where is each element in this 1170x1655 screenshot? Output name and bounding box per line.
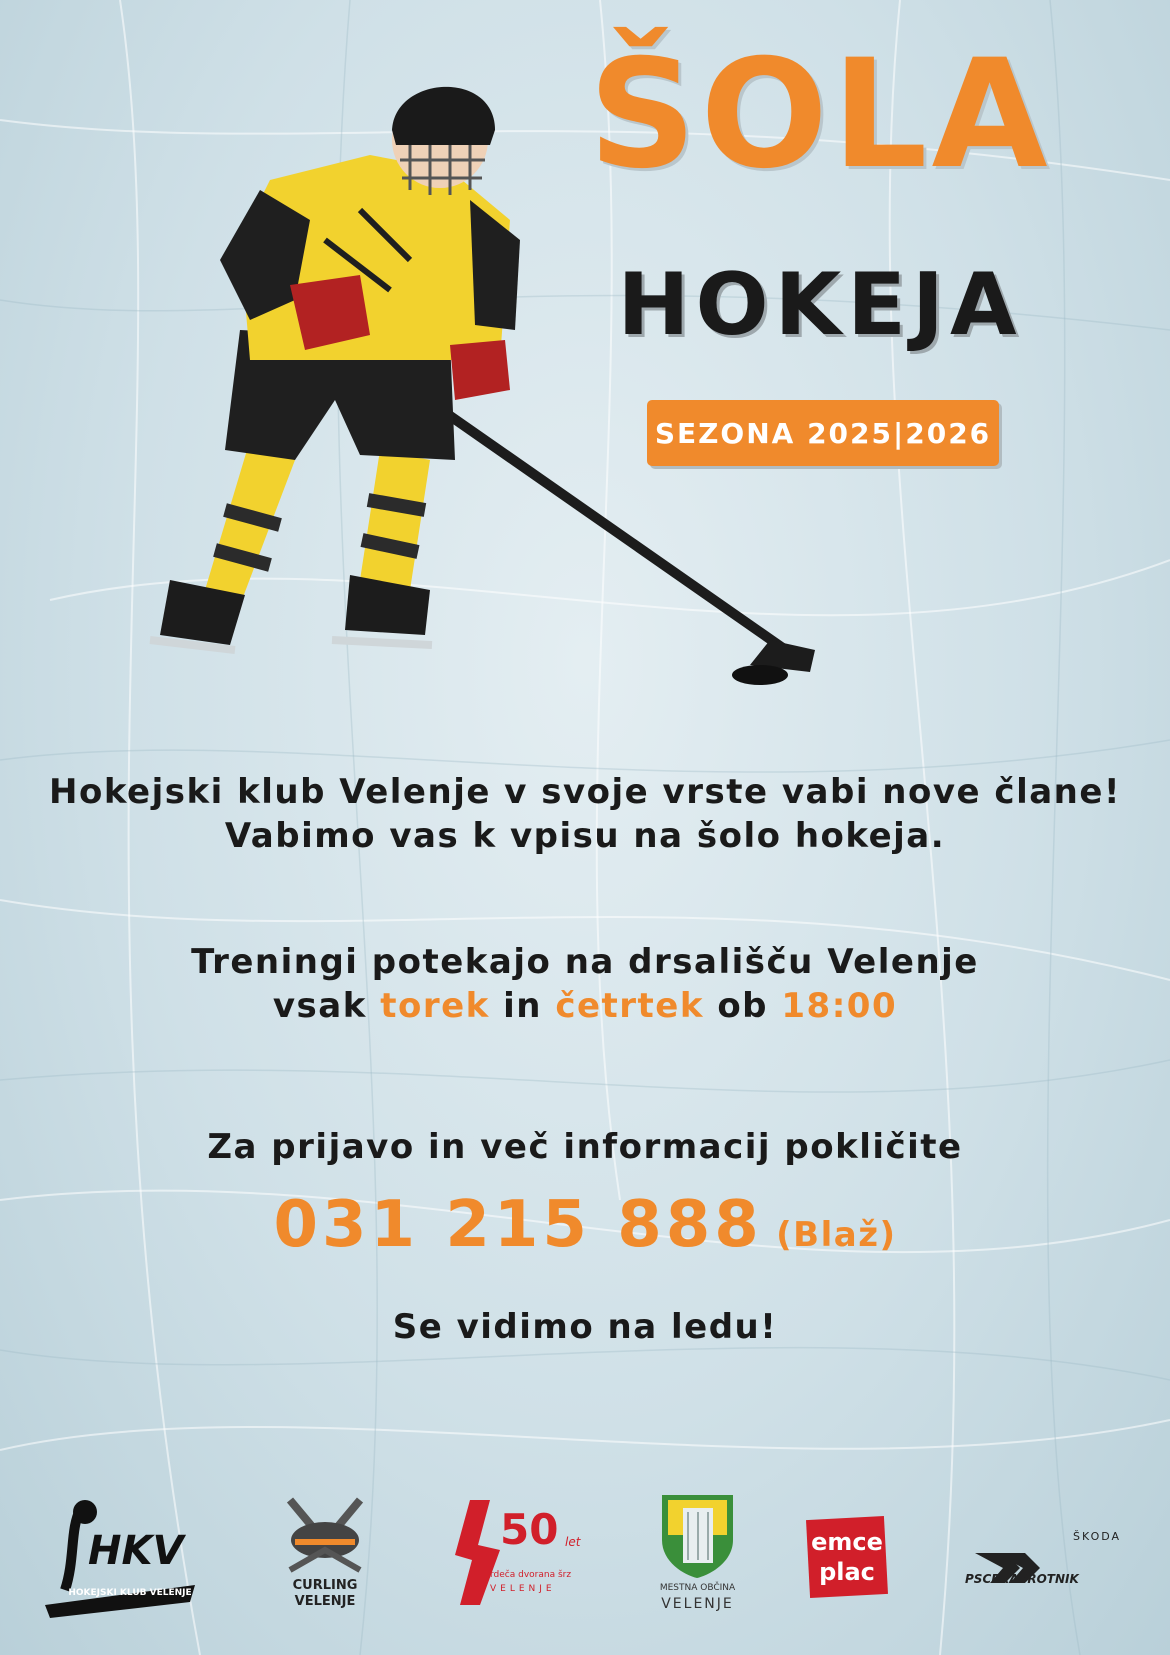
anniversary-logo: [450, 1490, 590, 1620]
contact-name: (Blaž): [776, 1215, 897, 1255]
curling-stone-icon: [270, 1490, 380, 1580]
training-line-1: Treningi potekajo na drsališču Velenje: [191, 942, 979, 982]
coat-of-arms-icon: [650, 1490, 745, 1580]
hkv-logo-mark-text: HKV: [88, 1528, 184, 1574]
anniversary-place: VELENJE: [490, 1584, 556, 1594]
skoda-dealer-logo: [965, 1490, 1130, 1620]
emceplac-logo-line-1: emce: [811, 1528, 883, 1556]
mestna-obcina-line-2: VELENJE: [661, 1596, 734, 1612]
mestna-obcina-logo: [650, 1490, 745, 1620]
skoda-brand: ŠKODA: [1073, 1530, 1122, 1543]
season-badge: SEZONA 2025|2026: [647, 400, 999, 466]
title-main: ŠOLA: [588, 28, 1052, 202]
closing-text: Se vidimo na ledu!: [392, 1307, 778, 1347]
anniversary-caption: rdeča dvorana šrz: [490, 1570, 572, 1580]
anniversary-suffix: let: [565, 1535, 581, 1549]
contact-line: Za prijavo in več informacij pokličite: [207, 1127, 963, 1167]
title-sub: HOKEJA: [617, 255, 1023, 355]
training-prefix: vsak: [272, 986, 367, 1026]
training-text: [0, 940, 1170, 1028]
emceplac-logo: [808, 1490, 888, 1620]
hkv-logo: [40, 1490, 205, 1620]
training-day-1: torek: [380, 986, 490, 1026]
invite-text: [0, 770, 1170, 858]
logo-strip: [0, 1490, 1170, 1620]
curling-logo-line-2: VELENJE: [294, 1594, 356, 1609]
training-line-2: [0, 984, 1170, 1028]
invite-line-2: Vabimo vas k vpisu na šolo hokeja.: [224, 816, 946, 856]
training-at: ob: [717, 986, 769, 1026]
contact-phone-row: [0, 1185, 1170, 1275]
anniversary-number: 50: [500, 1505, 559, 1554]
contact-text: [0, 1125, 1170, 1169]
skoda-dealer-name: PSCPRAPROTNIK: [965, 1572, 1079, 1586]
curling-logo: [270, 1490, 380, 1620]
mestna-obcina-line-1: MESTNA OBČINA: [659, 1583, 736, 1593]
training-time: 18:00: [781, 986, 898, 1026]
hkv-logo-caption: HOKEJSKI KLUB VELENJE: [68, 1588, 192, 1598]
invite-line-1: Hokejski klub Velenje v svoje vrste vabi nove člane!: [49, 772, 1121, 812]
training-conj: in: [503, 986, 542, 1026]
contact-phone[interactable]: 031 215 888: [273, 1188, 763, 1262]
emceplac-logo-line-2: plac: [819, 1558, 875, 1586]
training-day-2: četrtek: [555, 986, 704, 1026]
curling-logo-line-1: CURLING: [292, 1578, 358, 1593]
